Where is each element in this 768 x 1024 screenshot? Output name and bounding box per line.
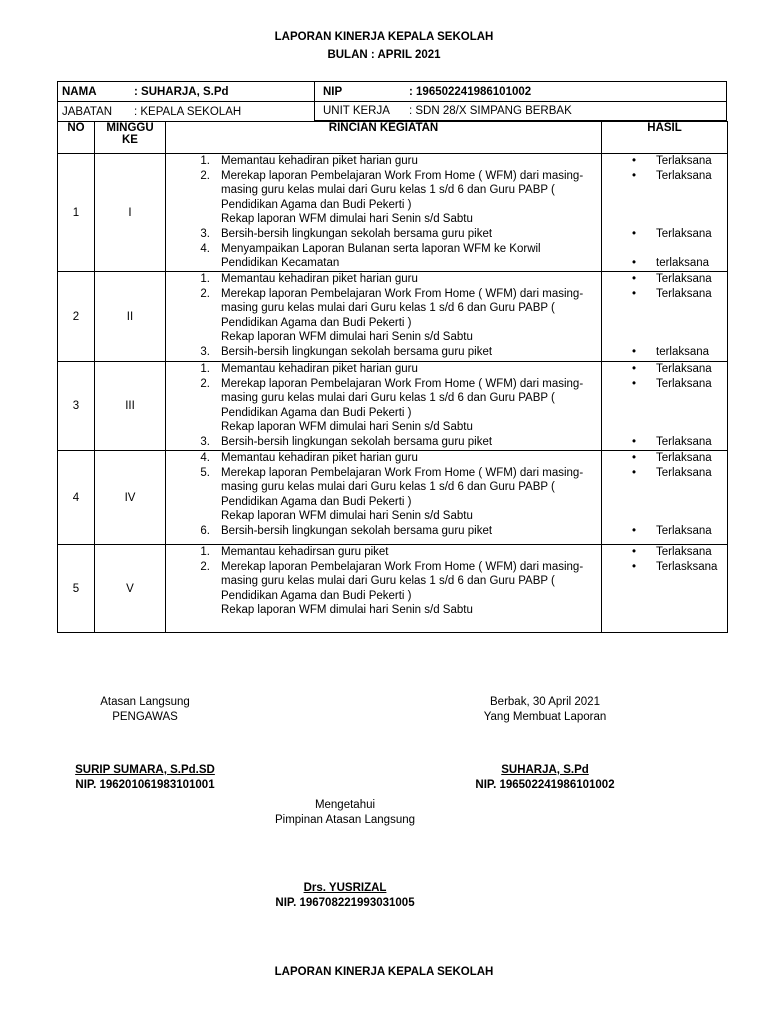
row-activities — [166, 362, 602, 451]
row-no: 5 — [58, 545, 95, 633]
activity-item — [170, 451, 597, 466]
result-text: Terlaksana — [656, 466, 712, 479]
row-no: 2 — [58, 272, 95, 362]
activity-number: 3. — [200, 345, 210, 358]
result-item — [606, 212, 723, 227]
table-row — [58, 545, 728, 633]
signature-center — [250, 798, 440, 911]
result-text: Terlaksana — [656, 287, 712, 300]
bullet-icon: • — [631, 452, 637, 464]
sig-left-line1: Atasan Langsung — [100, 696, 190, 708]
row-results — [602, 451, 728, 545]
report-month: BULAN : APRIL 2021 — [327, 49, 441, 61]
sig-left-name: SURIP SUMARA, S.Pd.SD — [75, 764, 215, 776]
jabatan-label: JABATAN — [62, 105, 113, 118]
sig-right-name: SUHARJA, S.Pd — [501, 764, 589, 776]
nip-label: NIP — [323, 86, 343, 98]
signature-left — [60, 695, 230, 793]
row-minggu: I — [95, 154, 166, 272]
row-minggu: IV — [95, 451, 166, 545]
activity-text: Memantau kehadiran piket harian guru — [221, 273, 418, 285]
result-item — [606, 406, 723, 421]
result-text: Terlaksana — [656, 155, 712, 167]
activity-number: 3. — [200, 435, 210, 448]
bullet-icon: • — [631, 273, 637, 285]
col-hasil: HASIL — [602, 122, 728, 154]
activity-item — [170, 545, 597, 560]
result-item — [606, 227, 723, 242]
activity-text: Rekap laporan WFM dimulai hari Senin s/d Sabtu — [221, 213, 473, 226]
activity-number — [170, 509, 221, 524]
result-item — [606, 524, 723, 539]
activity-item — [170, 603, 597, 618]
unit-value: : SDN 28/X SIMPANG BERBAK — [409, 105, 572, 117]
result-item — [606, 272, 723, 287]
result-item — [606, 451, 723, 466]
nama-label: NAMA — [62, 85, 97, 98]
sig-center-line2: Pimpinan Atasan Langsung — [274, 814, 416, 826]
activity-text: Rekap laporan WFM dimulai hari Senin s/d Sabtu — [221, 510, 473, 523]
activity-item — [170, 345, 597, 360]
activity-item — [170, 509, 597, 524]
result-text: Terlaksana — [656, 546, 712, 558]
activity-number: 1. — [200, 546, 210, 558]
result-text: Terlaksana — [656, 452, 712, 464]
unit-label: UNIT KERJA — [323, 105, 390, 117]
table-row — [58, 451, 728, 545]
activity-item — [170, 212, 597, 227]
col-no: NO — [58, 122, 95, 154]
activity-number: 3. — [200, 227, 210, 240]
activity-number: 6. — [200, 524, 210, 537]
result-item — [606, 495, 723, 510]
unit-cell — [314, 101, 727, 121]
result-item — [606, 183, 723, 198]
table-row — [58, 362, 728, 451]
row-activities — [166, 545, 602, 633]
table-row — [58, 154, 728, 272]
activity-text: Merekap laporan Pembelajaran Work From Home ( WFM) dari masing-masing guru kelas mulai dari Guru kelas 1 s/d 6 dan Guru PABP ( Pendidikan Agama dan Budi Pekerti ) — [221, 560, 584, 602]
row-minggu: III — [95, 362, 166, 451]
row-activities — [166, 154, 602, 272]
row-results — [602, 154, 728, 272]
footer-title: LAPORAN KINERJA KEPALA SEKOLAH — [274, 966, 494, 978]
report-table — [57, 81, 728, 633]
table-row — [58, 272, 728, 362]
sig-left-nip: NIP. 196201061983101001 — [75, 779, 215, 791]
bullet-icon: • — [631, 155, 637, 167]
result-item — [606, 466, 723, 481]
result-text: Terlaksana — [656, 524, 712, 537]
nip-cell — [314, 81, 727, 101]
row-results — [602, 272, 728, 362]
nama-value: : SUHARJA, S.Pd — [134, 85, 229, 98]
bullet-icon: • — [631, 169, 637, 182]
report-title: LAPORAN KINERJA KEPALA SEKOLAH — [274, 31, 494, 43]
row-results — [602, 545, 728, 633]
result-item — [606, 256, 723, 271]
sig-left-line2: PENGAWAS — [112, 711, 178, 723]
sig-center-line1: Mengetahui — [314, 799, 376, 811]
activity-text: Bersih-bersih lingkungan sekolah bersama guru piket — [221, 227, 493, 240]
bullet-icon: • — [631, 227, 637, 240]
activity-item — [170, 560, 597, 604]
row-results — [602, 362, 728, 451]
activity-item — [170, 287, 597, 331]
activity-item — [170, 362, 597, 377]
activity-number: 4. — [200, 242, 210, 255]
activity-text: Memantau kehadirsan guru piket — [221, 546, 389, 558]
activity-item — [170, 524, 597, 539]
activity-text: Rekap laporan WFM dimulai hari Senin s/d Sabtu — [221, 331, 473, 344]
activity-number — [170, 212, 221, 227]
result-text: Terlaksana — [656, 273, 712, 285]
result-item — [606, 560, 723, 575]
sig-center-nip: NIP. 196708221993031005 — [275, 897, 415, 909]
result-text: Terlasksana — [656, 560, 718, 573]
activity-number: 2. — [200, 169, 210, 182]
activity-text: Merekap laporan Pembelajaran Work From Home ( WFM) dari masing-masing guru kelas mulai dari Guru kelas 1 s/d 6 dan Guru PABP ( Pendidikan Agama dan Budi Pekerti ) — [221, 466, 584, 508]
activity-text: Merekap laporan Pembelajaran Work From Home ( WFM) dari masing-masing guru kelas mulai dari Guru kelas 1 s/d 6 dan Guru PABP ( Pendidikan Agama dan Budi Pekerti ) — [221, 169, 584, 211]
activity-item — [170, 227, 597, 242]
activity-item — [170, 330, 597, 345]
bullet-icon: • — [631, 524, 637, 537]
bullet-icon: • — [631, 345, 637, 358]
result-item — [606, 287, 723, 302]
result-item — [606, 198, 723, 213]
bullet-icon: • — [631, 435, 637, 448]
row-minggu: V — [95, 545, 166, 633]
info-right-block — [314, 81, 727, 121]
result-item — [606, 480, 723, 495]
column-header-row — [58, 122, 728, 154]
result-item — [606, 435, 723, 450]
bullet-icon: • — [631, 377, 637, 390]
col-rincian: RINCIAN KEGIATAN — [166, 122, 602, 154]
activity-number — [170, 603, 221, 618]
activity-number: 1. — [200, 155, 210, 167]
result-item — [606, 362, 723, 377]
activity-item — [170, 154, 597, 169]
signature-right — [450, 695, 640, 793]
row-no: 1 — [58, 154, 95, 272]
activity-number: 5. — [200, 466, 210, 479]
activity-number — [170, 330, 221, 345]
sig-right-nip: NIP. 196502241986101002 — [475, 779, 615, 791]
result-item — [606, 377, 723, 392]
result-text: Terlaksana — [656, 363, 712, 375]
sig-right-line2: Yang Membuat Laporan — [483, 711, 607, 723]
activity-text: Memantau kehadiran piket harian guru — [221, 155, 418, 167]
jabatan-value: : KEPALA SEKOLAH — [134, 105, 242, 118]
col-minggu: MINGGU KE — [95, 122, 166, 154]
bullet-icon: • — [631, 466, 637, 479]
result-text: Terlaksana — [656, 227, 712, 240]
bullet-icon: • — [631, 257, 637, 270]
activity-number: 4. — [200, 452, 210, 464]
row-no: 4 — [58, 451, 95, 545]
result-text: Terlaksana — [656, 377, 712, 390]
activity-number: 1. — [200, 363, 210, 375]
result-text: Terlaksana — [656, 169, 712, 182]
row-minggu: II — [95, 272, 166, 362]
row-activities — [166, 451, 602, 545]
activity-item — [170, 242, 597, 271]
result-item — [606, 169, 723, 184]
activity-text: Merekap laporan Pembelajaran Work From Home ( WFM) dari masing-masing guru kelas mulai dari Guru kelas 1 s/d 6 dan Guru PABP ( Pendidikan Agama dan Budi Pekerti ) — [221, 377, 584, 419]
activity-item — [170, 420, 597, 435]
row-activities — [166, 272, 602, 362]
sig-right-line1: Berbak, 30 April 2021 — [490, 696, 600, 708]
activity-text: Bersih-bersih lingkungan sekolah bersama guru piket — [221, 435, 493, 448]
activity-text: Memantau kehadiran piket harian guru — [221, 363, 418, 375]
activity-text: Bersih-bersih lingkungan sekolah bersama guru piket — [221, 345, 493, 358]
bullet-icon: • — [631, 287, 637, 300]
activity-item — [170, 272, 597, 287]
result-item — [606, 242, 723, 257]
activity-number: 2. — [200, 287, 210, 300]
activity-number: 2. — [200, 377, 210, 390]
sig-center-name: Drs. YUSRIZAL — [303, 882, 387, 894]
activity-item — [170, 435, 597, 450]
result-text: terlaksana — [656, 257, 710, 270]
activity-item — [170, 466, 597, 510]
result-item — [606, 330, 723, 345]
result-text: terlaksana — [656, 345, 710, 358]
activity-text: Rekap laporan WFM dimulai hari Senin s/d Sabtu — [221, 421, 473, 434]
result-item — [606, 420, 723, 435]
bullet-icon: • — [631, 363, 637, 375]
activity-text: Menyampaikan Laporan Bulanan serta laporan WFM ke Korwil Pendidikan Kecamatan — [221, 242, 541, 270]
activity-item — [170, 377, 597, 421]
result-item — [606, 154, 723, 169]
activity-text: Rekap laporan WFM dimulai hari Senin s/d Sabtu — [221, 604, 473, 617]
activity-number: 2. — [200, 560, 210, 573]
result-item — [606, 545, 723, 560]
activity-text: Merekap laporan Pembelajaran Work From Home ( WFM) dari masing-masing guru kelas mulai dari Guru kelas 1 s/d 6 dan Guru PABP ( Pendidikan Agama dan Budi Pekerti ) — [221, 287, 584, 329]
activity-number: 1. — [200, 273, 210, 285]
result-item — [606, 509, 723, 524]
activity-number — [170, 420, 221, 435]
nip-value: : 196502241986101002 — [409, 86, 532, 98]
activity-text: Bersih-bersih lingkungan sekolah bersama guru piket — [221, 524, 493, 537]
result-item — [606, 345, 723, 360]
result-item — [606, 301, 723, 316]
result-text: Terlaksana — [656, 435, 712, 448]
activity-item — [170, 169, 597, 213]
result-item — [606, 391, 723, 406]
bullet-icon: • — [631, 546, 637, 558]
activity-text: Memantau kehadiran piket harian guru — [221, 452, 418, 464]
result-item — [606, 316, 723, 331]
bullet-icon: • — [631, 560, 637, 573]
row-no: 3 — [58, 362, 95, 451]
